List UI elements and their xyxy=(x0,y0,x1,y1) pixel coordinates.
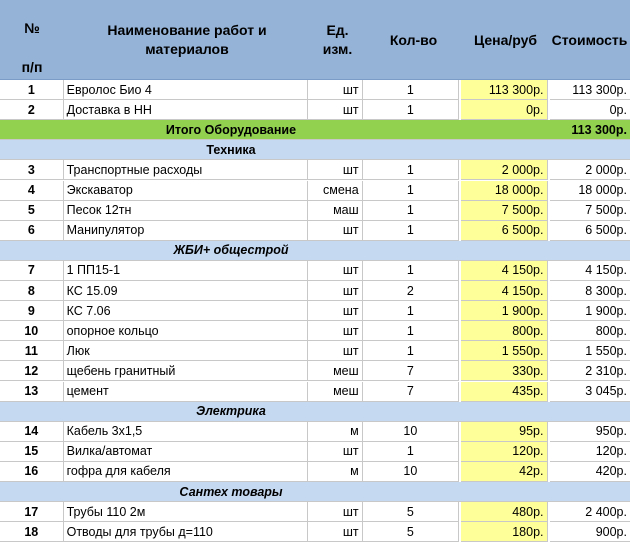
row-total[interactable]: 8 300р. xyxy=(550,281,630,301)
row-price[interactable]: 2 000р. xyxy=(461,160,547,180)
header-number-top: № xyxy=(24,20,40,36)
row-name[interactable]: щебень гранитный xyxy=(64,361,308,381)
table-row xyxy=(0,221,630,241)
row-name[interactable]: Евролос Био 4 xyxy=(64,80,308,100)
row-price[interactable]: 4 150р. xyxy=(461,261,547,281)
row-unit[interactable]: маш xyxy=(308,201,363,221)
table-row xyxy=(0,502,630,522)
section-label[interactable]: ЖБИ+ общестрой xyxy=(0,241,462,261)
table-row xyxy=(0,442,630,462)
section-header-plumbing xyxy=(0,482,630,502)
equipment-total-row xyxy=(0,120,630,140)
header-quantity[interactable]: Кол-во xyxy=(365,0,462,80)
section-header-electrical xyxy=(0,402,630,422)
row-quantity[interactable]: 1 xyxy=(363,442,459,462)
row-unit[interactable]: шт xyxy=(308,160,363,180)
row-name[interactable]: Кабель 3х1,5 xyxy=(64,422,308,442)
section-header-concrete xyxy=(0,241,630,261)
table-row xyxy=(0,160,630,180)
row-name[interactable]: опорное кольцо xyxy=(64,321,308,341)
header-price[interactable]: Цена/руб xyxy=(462,0,549,80)
row-price[interactable]: 42р. xyxy=(461,462,547,482)
table-row xyxy=(0,422,630,442)
row-name[interactable]: КС 7.06 xyxy=(64,301,308,321)
row-number[interactable]: 4 xyxy=(0,181,64,201)
row-number[interactable]: 1 xyxy=(0,80,64,100)
section-fill[interactable] xyxy=(462,241,630,261)
section-header-machinery xyxy=(0,140,630,160)
equipment-total-label[interactable]: Итого Оборудование xyxy=(0,120,462,140)
row-unit[interactable]: шт xyxy=(308,522,363,542)
row-quantity[interactable]: 1 xyxy=(363,341,459,361)
row-total[interactable]: 950р. xyxy=(550,422,630,442)
row-total[interactable]: 2 310р. xyxy=(550,361,630,381)
row-price[interactable]: 120р. xyxy=(461,442,547,462)
row-name[interactable]: Манипулятор xyxy=(64,221,308,241)
row-name[interactable]: Песок 12тн xyxy=(64,201,308,221)
row-name[interactable]: цемент xyxy=(64,382,308,402)
row-total[interactable]: 2 400р. xyxy=(550,502,630,522)
row-name[interactable]: Транспортные расходы xyxy=(64,160,308,180)
row-price[interactable]: 1 900р. xyxy=(461,301,547,321)
row-unit[interactable]: шт xyxy=(308,341,363,361)
row-name[interactable]: Трубы 110 2м xyxy=(64,502,308,522)
table-row xyxy=(0,382,630,402)
row-total[interactable]: 6 500р. xyxy=(550,221,630,241)
row-unit[interactable]: шт xyxy=(308,80,363,100)
row-unit[interactable]: шт xyxy=(308,100,363,120)
row-price[interactable]: 113 300р. xyxy=(461,80,547,100)
row-quantity[interactable]: 1 xyxy=(363,100,459,120)
row-number[interactable]: 7 xyxy=(0,261,64,281)
row-total[interactable]: 1 900р. xyxy=(550,301,630,321)
row-total[interactable]: 800р. xyxy=(550,321,630,341)
row-price[interactable]: 435р. xyxy=(461,382,547,402)
row-price[interactable]: 800р. xyxy=(461,321,547,341)
row-unit[interactable]: шт xyxy=(308,502,363,522)
row-unit[interactable]: м xyxy=(308,462,363,482)
row-name[interactable]: Экскаватор xyxy=(64,181,308,201)
header-unit[interactable]: Ед. изм. xyxy=(310,0,365,80)
header-total[interactable]: Стоимость xyxy=(549,0,630,80)
table-row xyxy=(0,301,630,321)
row-total[interactable]: 900р. xyxy=(550,522,630,542)
row-name[interactable]: 1 ПП15-1 xyxy=(64,261,308,281)
table-row xyxy=(0,181,630,201)
row-total[interactable]: 420р. xyxy=(550,462,630,482)
header-number[interactable] xyxy=(0,0,64,80)
row-quantity[interactable]: 1 xyxy=(363,201,459,221)
row-number[interactable]: 18 xyxy=(0,522,64,542)
row-number[interactable]: 16 xyxy=(0,462,64,482)
table-row xyxy=(0,80,630,100)
row-quantity[interactable]: 7 xyxy=(363,382,459,402)
row-number[interactable]: 6 xyxy=(0,221,64,241)
row-number[interactable]: 9 xyxy=(0,301,64,321)
row-quantity[interactable]: 10 xyxy=(363,462,459,482)
row-unit[interactable]: м xyxy=(308,422,363,442)
equipment-total-value[interactable]: 113 300р. xyxy=(549,120,630,140)
row-total[interactable]: 18 000р. xyxy=(550,181,630,201)
row-total[interactable]: 113 300р. xyxy=(550,80,630,100)
row-name[interactable]: Отводы для трубы д=110 xyxy=(64,522,308,542)
row-number[interactable]: 10 xyxy=(0,321,64,341)
row-quantity[interactable]: 1 xyxy=(363,160,459,180)
row-unit[interactable]: смена xyxy=(308,181,363,201)
row-price[interactable]: 7 500р. xyxy=(461,201,547,221)
section-fill[interactable] xyxy=(462,402,630,422)
row-name[interactable]: гофра для кабеля xyxy=(64,462,308,482)
row-quantity[interactable]: 10 xyxy=(363,422,459,442)
row-number[interactable]: 2 xyxy=(0,100,64,120)
section-label[interactable]: Электрика xyxy=(0,402,462,422)
row-price[interactable]: 0р. xyxy=(461,100,547,120)
row-name[interactable]: Доставка в НН xyxy=(64,100,308,120)
row-number[interactable]: 5 xyxy=(0,201,64,221)
row-quantity[interactable]: 1 xyxy=(363,301,459,321)
row-total[interactable]: 2 000р. xyxy=(550,160,630,180)
row-number[interactable]: 13 xyxy=(0,382,64,402)
row-number[interactable]: 14 xyxy=(0,422,64,442)
row-price[interactable]: 95р. xyxy=(461,422,547,442)
row-price[interactable]: 18 000р. xyxy=(461,181,547,201)
row-total[interactable]: 7 500р. xyxy=(550,201,630,221)
row-number[interactable]: 11 xyxy=(0,341,64,361)
row-number[interactable]: 15 xyxy=(0,442,64,462)
row-quantity[interactable]: 5 xyxy=(363,502,459,522)
row-price[interactable]: 330р. xyxy=(461,361,547,381)
row-quantity[interactable]: 1 xyxy=(363,221,459,241)
table-row xyxy=(0,100,630,120)
row-price[interactable]: 1 550р. xyxy=(461,341,547,361)
row-number[interactable]: 8 xyxy=(0,281,64,301)
row-unit[interactable]: шт xyxy=(308,261,363,281)
table-row xyxy=(0,341,630,361)
row-quantity[interactable]: 1 xyxy=(363,80,459,100)
row-total[interactable]: 120р. xyxy=(550,442,630,462)
row-number[interactable]: 3 xyxy=(0,160,64,180)
row-quantity[interactable]: 5 xyxy=(363,522,459,542)
row-unit[interactable]: меш xyxy=(308,361,363,381)
row-unit[interactable]: шт xyxy=(308,221,363,241)
row-number[interactable]: 17 xyxy=(0,502,64,522)
table-row xyxy=(0,201,630,221)
table-row xyxy=(0,261,630,281)
row-total[interactable]: 0р. xyxy=(550,100,630,120)
section-label[interactable]: Сантех товары xyxy=(0,482,462,502)
row-unit[interactable]: шт xyxy=(308,442,363,462)
table-row xyxy=(0,361,630,381)
table-row xyxy=(0,522,630,542)
row-quantity[interactable]: 1 xyxy=(363,261,459,281)
section-label[interactable]: Техника xyxy=(0,140,462,160)
header-name[interactable]: Наименование работ и материалов xyxy=(64,0,310,80)
row-unit[interactable]: меш xyxy=(308,382,363,402)
section-fill[interactable] xyxy=(462,140,630,160)
row-total[interactable]: 4 150р. xyxy=(550,261,630,281)
row-price[interactable]: 6 500р. xyxy=(461,221,547,241)
row-name[interactable]: Вилка/автомат xyxy=(64,442,308,462)
row-name[interactable]: КС 15.09 xyxy=(64,281,308,301)
header-number-bottom: п/п xyxy=(21,59,43,75)
row-unit[interactable]: шт xyxy=(308,321,363,341)
row-quantity[interactable]: 2 xyxy=(363,281,459,301)
equipment-total-spacer[interactable] xyxy=(462,120,549,140)
row-quantity[interactable]: 7 xyxy=(363,361,459,381)
table-header xyxy=(0,0,630,80)
row-quantity[interactable]: 1 xyxy=(363,181,459,201)
table-row xyxy=(0,462,630,482)
row-unit[interactable]: шт xyxy=(308,301,363,321)
row-price[interactable]: 4 150р. xyxy=(461,281,547,301)
row-quantity[interactable]: 1 xyxy=(363,321,459,341)
row-total[interactable]: 3 045р. xyxy=(550,382,630,402)
row-total[interactable]: 1 550р. xyxy=(550,341,630,361)
row-number[interactable]: 12 xyxy=(0,361,64,381)
row-unit[interactable]: шт xyxy=(308,281,363,301)
table-row xyxy=(0,281,630,301)
section-fill[interactable] xyxy=(462,482,630,502)
table-row xyxy=(0,321,630,341)
row-name[interactable]: Люк xyxy=(64,341,308,361)
row-price[interactable]: 480р. xyxy=(461,502,547,522)
row-price[interactable]: 180р. xyxy=(461,522,547,542)
